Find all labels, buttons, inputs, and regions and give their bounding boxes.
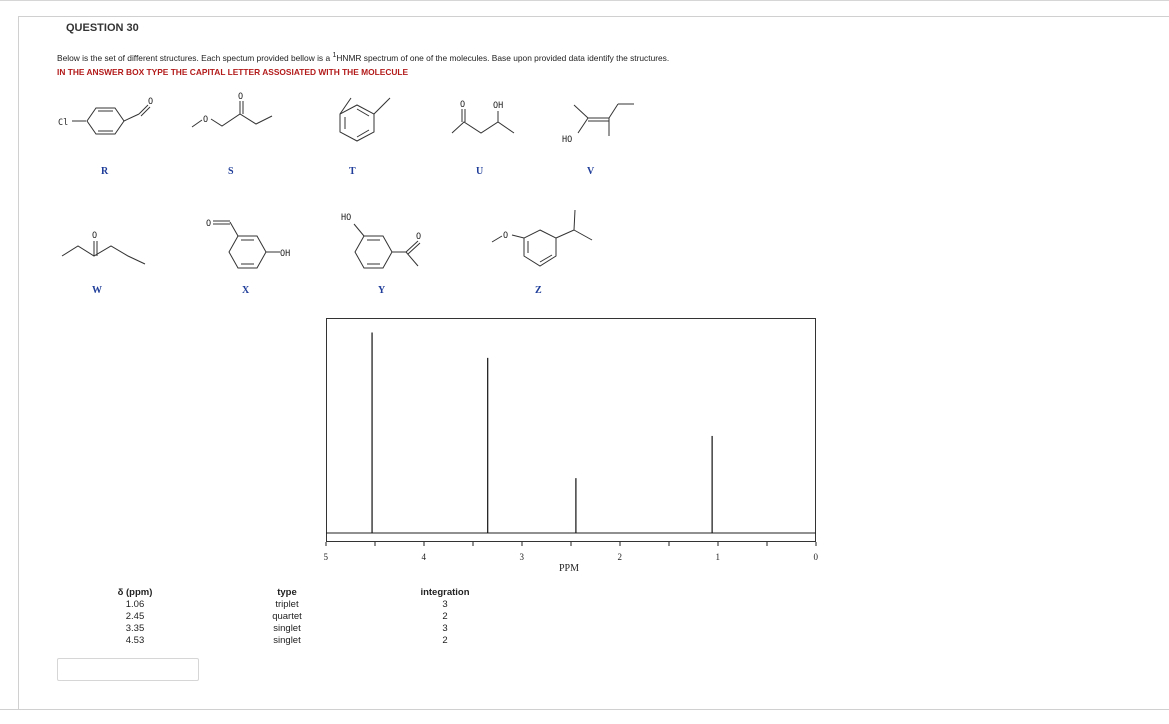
shift-column xyxy=(100,587,170,647)
spectrum-peaks xyxy=(372,333,712,533)
intro-text-end: HNMR spectrum of one of the molecules. Base upon provided data identify the structures. xyxy=(336,53,670,63)
molecule-v-label: V xyxy=(587,166,595,177)
type-value: singlet xyxy=(273,623,301,634)
molecule-u-atom-oh: OH xyxy=(493,101,504,111)
molecule-s-atom-carbonyl-o: O xyxy=(238,92,244,102)
spectrum-tick-label: 4 xyxy=(421,552,426,562)
shift-value: 4.53 xyxy=(125,635,145,646)
molecule-x-label: X xyxy=(242,285,250,296)
spectrum-xlabel: PPM xyxy=(559,563,580,574)
spectrum-tick-label: 5 xyxy=(323,552,328,562)
molecule-w-atom-o: O xyxy=(92,231,98,241)
molecule-u-label: U xyxy=(476,166,484,177)
spectrum-frame xyxy=(327,319,816,542)
type-column xyxy=(254,587,320,647)
spectrum-tick-label: 0 xyxy=(813,552,818,562)
question-bottom-divider xyxy=(0,709,1169,710)
type-value: quartet xyxy=(272,611,302,622)
spectrum-axis-ticks xyxy=(324,542,819,562)
molecule-y-atom-o: O xyxy=(416,232,422,242)
integration-header: integration xyxy=(420,587,470,598)
molecule-s-label: S xyxy=(228,166,234,177)
integration-column xyxy=(410,587,480,647)
type-header: type xyxy=(277,587,297,598)
molecule-w-label: W xyxy=(92,285,102,296)
molecule-y-label: Y xyxy=(378,285,386,296)
integration-value: 2 xyxy=(442,611,448,622)
molecule-z-atom-o: O xyxy=(503,231,509,241)
molecule-r-atom-o: O xyxy=(148,97,154,107)
molecule-z-label: Z xyxy=(535,285,542,296)
molecule-r-label: R xyxy=(101,166,109,177)
answer-input[interactable] xyxy=(57,658,199,681)
spectrum-tick-label: 2 xyxy=(617,552,622,562)
shift-header: δ (ppm) xyxy=(117,587,153,598)
type-value: singlet xyxy=(273,635,301,646)
molecule-s-atom-ether-o: O xyxy=(203,115,209,125)
molecule-v-atom-ho: HO xyxy=(562,135,573,145)
molecule-r-atom-cl: Cl xyxy=(58,118,69,128)
molecule-x-atom-oh: OH xyxy=(280,249,291,259)
integration-value: 3 xyxy=(442,623,448,634)
molecule-y-atom-ho: HO xyxy=(341,213,352,223)
molecule-t-label: T xyxy=(349,166,356,177)
intro-text-start: Below is the set of different structures. Each spectum provided bellow is a xyxy=(57,53,333,63)
spectrum-tick-label: 1 xyxy=(715,552,720,562)
molecule-x-atom-o: O xyxy=(206,219,212,229)
answer-instruction: IN THE ANSWER BOX TYPE THE CAPITAL LETTER ASSOSIATED WITH THE MOLECULE xyxy=(57,67,409,77)
question-title: QUESTION 30 xyxy=(66,22,139,34)
intro-superscript: 1 xyxy=(332,52,337,59)
shift-value: 2.45 xyxy=(125,611,145,622)
shift-value: 1.06 xyxy=(125,599,145,610)
shift-value: 3.35 xyxy=(125,623,145,634)
integration-value: 3 xyxy=(442,599,448,610)
type-value: triplet xyxy=(275,599,299,610)
integration-value: 2 xyxy=(442,635,448,646)
spectrum-tick-label: 3 xyxy=(519,552,524,562)
molecule-u-atom-o: O xyxy=(460,100,466,110)
